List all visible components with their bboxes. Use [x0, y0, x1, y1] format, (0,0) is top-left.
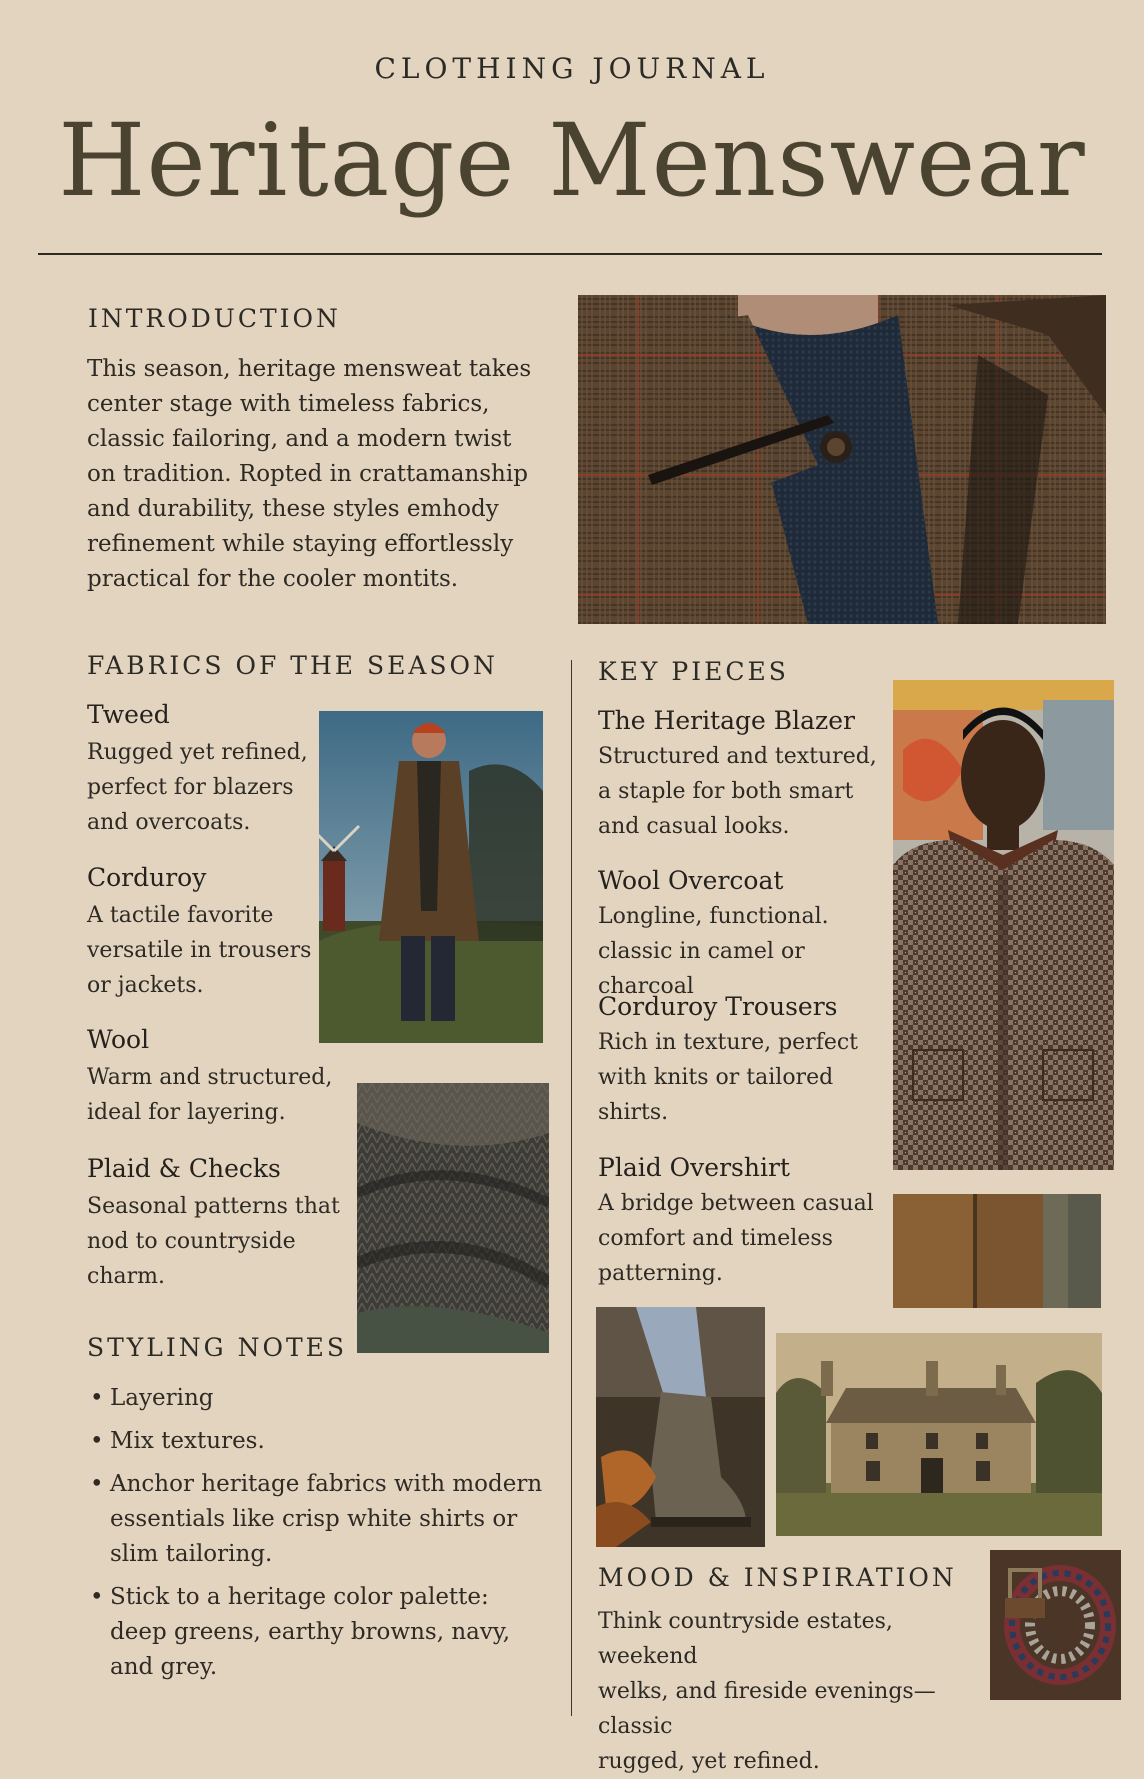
- fabric-description: [87, 1060, 347, 1130]
- styling-line: • Mix textures.: [110, 1428, 265, 1454]
- fabric-line: charm.: [87, 1264, 165, 1289]
- key-piece-line: a staple for both smart: [598, 779, 854, 804]
- key-piece-line: and casual looks.: [598, 814, 790, 839]
- page-title: Heritage Menswear: [58, 102, 1086, 219]
- fabric-item-plaid: [87, 1154, 347, 1294]
- fabric-description: [87, 735, 317, 840]
- boot-autumn-photo: [596, 1307, 765, 1547]
- intro-line: refinement while staying effortlessly: [87, 531, 514, 557]
- key-piece-trousers: [598, 992, 888, 1130]
- fabric-description: [87, 898, 317, 1003]
- mood-line: rugged, yet refined.: [598, 1749, 820, 1774]
- styling-note: [88, 1381, 558, 1416]
- key-piece-line: Structured and textured,: [598, 744, 877, 769]
- styling-line: and grey.: [110, 1654, 218, 1680]
- key-piece-line: classic in camel or charcoal: [598, 939, 805, 999]
- fabric-line: ideal for layering.: [87, 1100, 286, 1125]
- fabric-name: Plaid & Checks: [87, 1154, 281, 1183]
- fabrics-heading: FABRICS OF THE SEASON: [87, 651, 498, 680]
- mood-heading: MOOD & INSPIRATION: [598, 1563, 957, 1592]
- intro-line: center stage with timeless fabrics,: [87, 391, 490, 417]
- intro-paragraph: [87, 352, 567, 597]
- key-piece-line: shirts.: [598, 1100, 669, 1125]
- journal-kicker: CLOTHING JOURNAL: [374, 52, 770, 85]
- key-piece-overshirt: [598, 1153, 888, 1291]
- intro-line: practical for the cooler montits.: [87, 566, 459, 592]
- fabric-name: Wool: [87, 1025, 150, 1054]
- mood-line: welks, and fireside evenings—classic: [598, 1679, 936, 1739]
- fabric-line: A tactile favorite: [87, 903, 274, 928]
- intro-line: and durability, these styles emhody: [87, 496, 499, 522]
- styling-notes-list: [88, 1381, 558, 1693]
- fabric-line: perfect for blazers: [87, 775, 294, 800]
- key-piece-name: Wool Overcoat: [598, 866, 784, 895]
- styling-line: • Anchor heritage fabrics with modern: [110, 1471, 543, 1497]
- fabric-line: nod to countryside: [87, 1229, 296, 1254]
- styling-note: [88, 1467, 558, 1572]
- key-piece-line: with knits or tailored: [598, 1065, 834, 1090]
- key-piece-name: Corduroy Trousers: [598, 992, 838, 1021]
- intro-line: on tradition. Ropted in crattamanship: [87, 461, 528, 487]
- fabric-item-tweed: [87, 700, 317, 840]
- styling-line: slim tailoring.: [110, 1541, 273, 1567]
- styling-line: • Stick to a heritage color palette:: [110, 1584, 489, 1610]
- styling-note: [88, 1580, 558, 1685]
- mood-line: Think countryside estates, weekend: [598, 1609, 893, 1669]
- key-pieces-heading: KEY PIECES: [598, 657, 789, 686]
- field-portrait-photo: [319, 711, 543, 1043]
- styling-line: essentials like crisp white shirts or: [110, 1506, 518, 1532]
- column-divider: [571, 660, 572, 1716]
- key-piece-line: patterning.: [598, 1261, 723, 1286]
- country-house-photo: [776, 1333, 1102, 1536]
- braided-belt-photo: [990, 1550, 1121, 1700]
- wool-fabric-photo: [357, 1083, 549, 1353]
- key-piece-overcoat: [598, 866, 894, 1004]
- intro-line: This season, heritage mensweat takes: [87, 356, 532, 382]
- fabric-item-corduroy: [87, 863, 317, 1003]
- fabric-item-wool: [87, 1025, 347, 1130]
- fabric-line: and overcoats.: [87, 810, 251, 835]
- fabric-line: or jackets.: [87, 973, 204, 998]
- styling-line: • Layering: [110, 1385, 214, 1411]
- fabric-name: Tweed: [87, 700, 170, 729]
- fabric-line: Seasonal patterns that: [87, 1194, 340, 1219]
- key-piece-description: [598, 739, 888, 844]
- overshirt-fabric-photo: [893, 1194, 1101, 1308]
- key-piece-line: comfort and timeless: [598, 1226, 833, 1251]
- styling-note: [88, 1424, 558, 1459]
- fabric-line: Warm and structured,: [87, 1065, 333, 1090]
- key-piece-description: [598, 1186, 888, 1291]
- intro-line: classic failoring, and a modern twist: [87, 426, 512, 452]
- houndstooth-jacket-portrait-photo: [893, 680, 1114, 1170]
- styling-line: deep greens, earthy browns, navy,: [110, 1619, 511, 1645]
- fabric-line: versatile in trousers: [87, 938, 312, 963]
- header-divider: [38, 253, 1102, 255]
- key-piece-line: Rich in texture, perfect: [598, 1030, 859, 1055]
- fabric-line: Rugged yet refined,: [87, 740, 308, 765]
- intro-heading: INTRODUCTION: [88, 304, 341, 333]
- fabric-name: Corduroy: [87, 863, 207, 892]
- key-piece-line: A bridge between casual: [598, 1191, 874, 1216]
- key-piece-line: Longline, functional.: [598, 904, 829, 929]
- key-piece-description: [598, 899, 894, 1004]
- key-piece-name: The Heritage Blazer: [598, 706, 855, 735]
- key-piece-name: Plaid Overshirt: [598, 1153, 790, 1182]
- key-piece-description: [598, 1025, 888, 1130]
- fabric-description: [87, 1189, 347, 1294]
- mood-paragraph: [598, 1604, 988, 1779]
- plaid-coat-photo: [578, 295, 1106, 624]
- styling-heading: STYLING NOTES: [87, 1333, 347, 1362]
- key-piece-blazer: [598, 706, 888, 844]
